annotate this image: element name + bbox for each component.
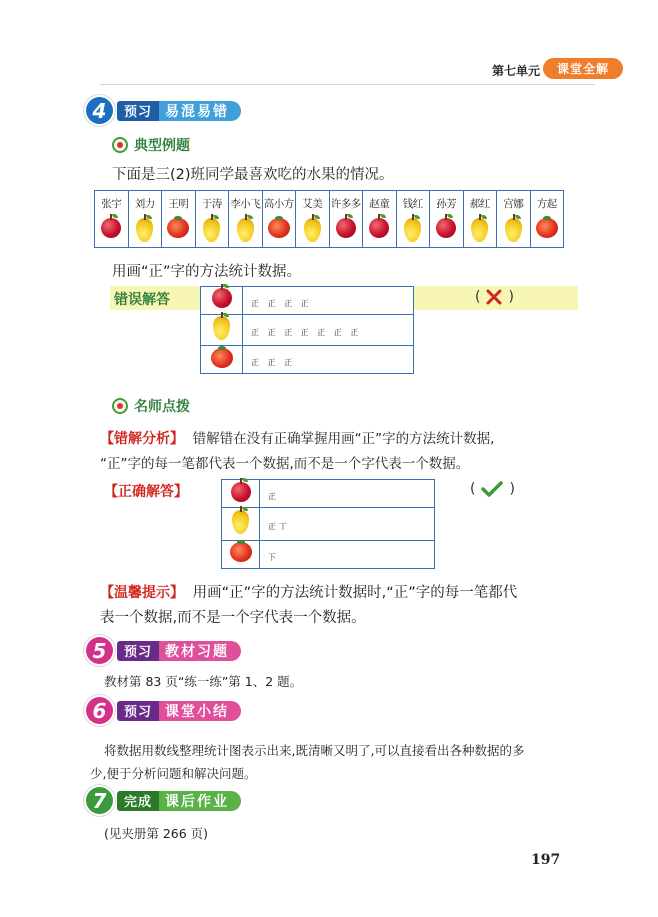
- tally-fruit-cell: [201, 287, 243, 315]
- section-tag: 预习: [117, 641, 159, 661]
- apple-icon: [212, 288, 232, 308]
- apple-icon: [231, 482, 251, 502]
- pear-icon: [136, 218, 153, 242]
- student-name: 宫娜: [503, 198, 524, 210]
- section-title: 教材习题: [159, 641, 241, 661]
- wrong-answer-mark: [475, 289, 514, 305]
- page-number: 197: [531, 852, 561, 868]
- student-cell: [296, 191, 330, 248]
- tally-row: [222, 540, 435, 568]
- tally-fruit-cell: [201, 346, 243, 374]
- correct-answer-mark: [470, 481, 515, 497]
- header-divider: [100, 84, 595, 85]
- student-cell: [195, 191, 229, 248]
- section-number-badge: 4: [86, 97, 113, 124]
- tips-subtitle-text: 名师点拨: [134, 399, 190, 415]
- student-cell: [363, 191, 397, 248]
- tally-marks-cell: [243, 287, 414, 315]
- section-5-text: 教材第 83 页“练一练”第 1、2 题。: [104, 674, 303, 689]
- tally-marks: 正 正 正 正 正 正 正: [251, 328, 362, 338]
- tally-marks-cell: [260, 508, 435, 541]
- student-name: 刘力: [134, 198, 155, 210]
- section-tag: 预习: [117, 101, 159, 121]
- paren-open: (: [470, 481, 476, 497]
- student-name: 赵童: [369, 198, 390, 210]
- paren-close: ): [509, 481, 515, 497]
- tally-row: [201, 346, 414, 374]
- tally-row: [201, 314, 414, 346]
- student-cell: [95, 191, 129, 248]
- students-table: [94, 190, 564, 248]
- tally-marks-cell: [243, 314, 414, 346]
- section-title: 课后作业: [159, 791, 241, 811]
- section-5-banner: [86, 637, 241, 664]
- section-tag: 完成: [117, 791, 159, 811]
- paren-open: (: [475, 289, 481, 305]
- tally-marks: 正 正 正: [251, 358, 296, 368]
- apple-icon: [101, 218, 121, 238]
- student-cell: [497, 191, 531, 248]
- section-6-line-2: 少,便于分析问题和解决问题。: [90, 766, 257, 781]
- student-cell: [128, 191, 162, 248]
- pear-icon: [232, 510, 249, 534]
- student-name: 孙芳: [436, 198, 457, 210]
- apple-icon: [436, 218, 456, 238]
- pear-icon: [203, 218, 220, 242]
- student-cell: [162, 191, 196, 248]
- cross-icon: [486, 289, 502, 305]
- student-name: 李小飞: [230, 198, 261, 210]
- tally-row: [222, 480, 435, 508]
- student-name: 方起: [536, 198, 557, 210]
- pear-icon: [237, 218, 254, 242]
- recycle-icon: [112, 137, 128, 153]
- correct-answer-label: 【正确解答】: [104, 484, 188, 500]
- wrong-tally-table: [200, 286, 414, 374]
- tally-fruit-cell: [222, 508, 260, 541]
- example-subtitle: [112, 135, 190, 155]
- pear-icon: [505, 218, 522, 242]
- section-number-badge: 6: [86, 697, 113, 724]
- section-title: 易混易错: [159, 101, 241, 121]
- tally-marks: 正 正 正 正: [251, 298, 312, 308]
- pear-icon: [471, 218, 488, 242]
- tally-marks: 下: [268, 552, 279, 562]
- tomato-icon: [167, 218, 189, 238]
- unit-title: 第七单元: [491, 64, 540, 78]
- warm-tip-line-1: 用画“正”字的方法统计数据时,“正”字的每一笔都代: [192, 585, 518, 601]
- warm-tip-line-2: 表一个数据,而不是一个字代表一个数据。: [100, 610, 366, 626]
- section-4-banner: [86, 97, 241, 124]
- student-name: 王明: [168, 198, 189, 210]
- example-subtitle-text: 典型例题: [134, 138, 190, 154]
- apple-icon: [336, 218, 356, 238]
- tally-marks-cell: [243, 346, 414, 374]
- pear-icon: [304, 218, 321, 242]
- analysis-line-2: “正”字的每一笔都代表一个数据,而不是一个字代表一个数据。: [100, 456, 470, 472]
- student-cell: [329, 191, 363, 248]
- section-tag: 预习: [117, 701, 159, 721]
- tomato-icon: [230, 542, 252, 562]
- tally-fruit-cell: [222, 540, 260, 568]
- student-cell: [463, 191, 497, 248]
- student-name: 高小方: [263, 198, 294, 210]
- recycle-icon: [112, 398, 128, 414]
- analysis-label: 【错解分析】: [100, 431, 184, 447]
- student-cell: [530, 191, 564, 248]
- paren-close: ): [508, 289, 514, 305]
- tally-fruit-cell: [201, 314, 243, 346]
- student-cell: [430, 191, 464, 248]
- section-title: 课堂小结: [159, 701, 241, 721]
- wrong-answer-label: 错误解答: [114, 292, 170, 308]
- tomato-icon: [536, 218, 558, 238]
- student-cell: [229, 191, 263, 248]
- pear-icon: [404, 218, 421, 242]
- student-name: 艾美: [302, 198, 323, 210]
- warm-tip-paragraph: [100, 581, 600, 602]
- example-instruction: 用画“正”字的方法统计数据。: [112, 264, 302, 280]
- analysis-paragraph: [100, 427, 590, 448]
- tally-row: [222, 508, 435, 541]
- apple-icon: [369, 218, 389, 238]
- tomato-icon: [211, 348, 233, 368]
- section-number-badge: 5: [86, 637, 113, 664]
- analysis-line-1: 错解错在没有正确掌握用画“正”字的方法统计数据,: [192, 431, 495, 447]
- warm-tip-label: 【温馨提示】: [100, 585, 184, 601]
- tally-marks-cell: [260, 540, 435, 568]
- tally-fruit-cell: [222, 480, 260, 508]
- tally-marks-cell: [260, 480, 435, 508]
- tally-marks: 正丅: [268, 522, 290, 532]
- student-name: 郝红: [469, 198, 490, 210]
- tips-subtitle: [112, 396, 190, 416]
- tally-marks: 正: [268, 492, 279, 502]
- check-icon: [481, 481, 503, 497]
- section-6-line-1: 将数据用数线整理统计图表示出来,既清晰又明了,可以直接看出各种数据的多: [104, 743, 525, 758]
- correct-tally-table: [221, 479, 435, 569]
- pear-icon: [213, 316, 230, 340]
- lesson-badge: 课堂全解: [543, 58, 623, 79]
- tomato-icon: [268, 218, 290, 238]
- tally-row: [201, 287, 414, 315]
- section-7-text: (见夹册第 266 页): [104, 826, 209, 841]
- student-name: 许多多: [330, 198, 361, 210]
- student-name: 钱红: [402, 198, 423, 210]
- student-name: 张宇: [101, 198, 122, 210]
- example-prompt: 下面是三(2)班同学最喜欢吃的水果的情况。: [112, 167, 394, 183]
- student-name: 于涛: [201, 198, 222, 210]
- student-cell: [262, 191, 296, 248]
- section-number-badge: 7: [86, 787, 113, 814]
- student-cell: [396, 191, 430, 248]
- section-7-banner: [86, 787, 241, 814]
- section-6-banner: [86, 697, 241, 724]
